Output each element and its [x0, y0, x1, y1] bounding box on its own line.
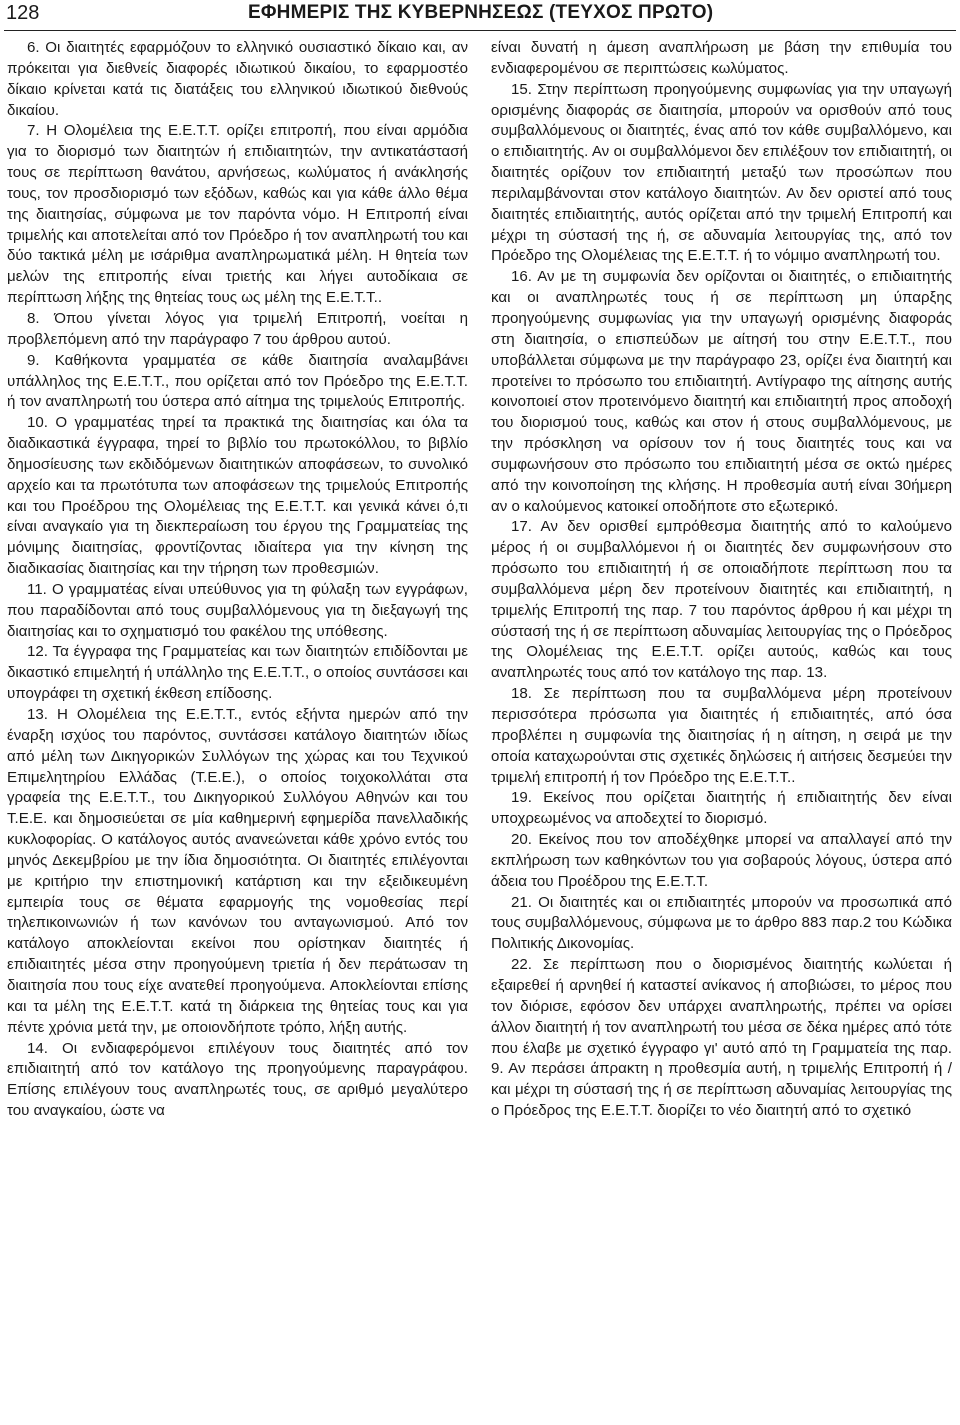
paragraph: 20. Εκείνος που τον αποδέχθηκε μπορεί να απαλλαγεί από την εκπλήρωση των καθηκόντων του για σοβαρούς λόγους, ύστερα από άδεια του Προέδρου της Ε.Ε.Τ.Τ. [491, 831, 952, 890]
paragraph: 11. Ο γραμματέας είναι υπεύθυνος για τη φύλαξη των εγγράφων, που παραδίδονται από τους συμβαλλόμενους για τη διεξαγωγή της διαιτησίας και το σχηματισμό του φακέλου της υπόθεσης. [7, 580, 468, 640]
paragraph: 6. Οι διαιτητές εφαρμόζουν το ελληνικό ουσιαστικό δίκαιο και, αν πρόκειται για διεθνείς διαφορές ιδιωτικού δικαίου, το εφαρμοστέο δίκαιο κρίνεται κατά τις διατάξεις του ελληνικού ιδιωτικού διεθνούς δικαίου. [7, 39, 468, 119]
paragraph: 12. Τα έγγραφα της Γραμματείας και των διαιτητών επιδίδονται με δικαστικό επιμελητή ή υπάλληλο της Ε.Ε.Τ.Τ., ο οποίος συντάσσει και υπογράφει τη σχετική έκθεση επίδοσης. [7, 643, 468, 703]
paragraph: 14. Οι ενδιαφερόμενοι επιλέγουν τους διαιτητές από τον επιδιαιτητή από τον κατάλογο της προηγούμενης παραγράφου. Επίσης επιλέγουν τους αναπληρωτές τους, σε αριθμό μεγαλύτερο του αναγκαίου, ώστε να [7, 1039, 468, 1120]
paragraph: 19. Εκείνος που ορίζεται διαιτητής ή επιδιαιτητής δεν είναι υποχρεωμένος να αποδεχτεί το διορισμό. [491, 789, 952, 828]
gazette-title: ΕΦΗΜΕΡΙΣ ΤΗΣ ΚΥΒΕΡΝΗΣΕΩΣ (ΤΕΥΧΟΣ ΠΡΩΤΟ) [248, 2, 714, 23]
paragraph: 21. Οι διαιτητές και οι επιδιαιτητές μπορούν να προσωπικά από τους συμβαλλόμενους, σύμφωνα με το άρθρο 883 παρ.2 του Κώδικα Πολιτικής Δικονομίας. [491, 893, 952, 953]
paragraph: 15. Στην περίπτωση προηγούμενης συμφωνίας για την υπαγωγή ορισμένης διαφοράς σε διαιτησία, μπορούν να ορισθούν από τους συμβαλλόμενους οι διαιτητές, ένας από τον κάθε συμβαλλόμενο, και ο επιδιαιτητής. Αν οι συμβαλλόμενοι δεν επιλέξουν τον επιδιαιτητή, οι διαιτητές ορίζουν τον επιδιαιτητή μεταξύ των προσώπων που περιλαμβάνονται στον κατάλογο διαιτητών. Αν δεν οριστεί από τους διαιτητές επιδιαιτητής, αυτός ορίζεται από την τριμελή Επιτροπή και μέχρι τη σύστασή της ή, σε αδυναμία λειτουργίας της, από τον Πρόεδρο της Ολομέλειας της Ε.Ε.Τ.Τ. ή το νόμιμο αναπληρωτή του. [491, 80, 952, 265]
page-header [0, 0, 960, 30]
right-column [491, 38, 952, 1423]
paragraph: 16. Αν με τη συμφωνία δεν ορίζονται οι διαιτητές, ο επιδιαιτητής και οι αναπληρωτές τους ή σε περίπτωση μη ύπαρξης προηγούμενης συμφωνίας για την υπαγωγή ορισμένης διαφοράς στη διαιτησία, ο επισπεύδων με αίτησή του στην Ε.Ε.Τ.Τ., που υποβάλλεται σύμφωνα με την παράγραφο 23, ορίζει ένα διαιτητή και προτείνει το πρόσωπο του επιδιαιτητή. Αντίγραφο της αίτησης αυτής κοινοποιεί στον προτεινόμενο διαιτητή και επιδιαιτητή προς αποδοχή του διορισμού τους, καθώς και στον ή στους συμβαλλόμενους, με την πρόσκληση να ορίσουν τον ή τους διαιτητές τους και να συμφωνήσουν στο πρόσωπο του επιδιαιτητή μέσα σε οκτώ ημέρες από την κοινοποίηση της κλήσης. Η προθεσμία αυτή είναι 30ήμερη αν ο καλούμενος κατοικεί οποδήποτε στο εξωτερικό. [491, 268, 952, 515]
paragraph: 17. Αν δεν ορισθεί εμπρόθεσμα διαιτητής από το καλούμενο μέρος ή οι συμβαλλόμενοι ή οι διαιτητές δεν συμφωνήσουν στο πρόσωπο του επιδιαιτητή ή σε οποιαδήποτε περίπτωση που τα συμβαλλόμενα μέρη δεν προτείνουν διαιτητές και επιδιαιτητή, η τριμελής Επιτροπή της παρ. 7 του παρόντος άρθρου ή και μέχρι τη σύστασή της ή σε περίπτωση αδυναμίας λειτουργίας της ο Πρόεδρος της Ολομέλειας της Ε.Ε.Τ.Τ. ορίζει αυτούς, καθώς και τους αναπληρωτές τους από τον κατάλογο της παρ. 13. [491, 518, 952, 682]
paragraph: 9. Καθήκοντα γραμματέα σε κάθε διαιτησία αναλαμβάνει υπάλληλος της Ε.Ε.Τ.Τ., που ορίζεται από τον Πρόεδρο της Ε.Ε.Τ.Τ. ή τον αναπληρωτή του ύστερα από αίτημα της τριμελούς Επιτροπής. [7, 351, 468, 411]
paragraph: 10. Ο γραμματέας τηρεί τα πρακτικά της διαιτησίας και όλα τα διαδικαστικά έγγραφα, τηρεί το βιβλίο του πρωτοκόλλου, το βιβλίο δημοσίευσης των εκδιδόμενων διαιτητικών αποφάσεων, το συνολικό αρχείο και τα πρωτότυπα των αποφάσεων της τριμελούς Επιτροπής και του Προέδρου της Ολομέλειας της Ε.Ε.Τ.Τ. και γενικά κάνει ό,τι είναι αναγκαίο για τη διεκπεραίωση του έργου της Γραμματείας της μόνιμης διαιτησίας, φροντίζοντας ιδιαίτερα για την κίνηση της διαδικασίας διαιτησίας και την τήρηση των προθεσμιών. [7, 414, 468, 578]
paragraph: 22. Σε περίπτωση που ο διορισμένος διαιτητής κωλύεται ή εξαιρεθεί ή αρνηθεί ή καταστεί ανίκανος ή αποβιώσει, το μέρος που τον διόρισε, εφόσον δεν υπάρχει αναπληρωτής, πρέπει να ορίσει άλλον διαιτητή ή τον αναπληρωτή του μέσα σε δέκα ημέρες από τότε που έλαβε με σχετικό έγγραφο γι' αυτό από τη Γραμματεία της παρ. 9. Αν περάσει άπρακτη η προθεσμία αυτή, η τριμελής Επιτροπή ή / και μέχρι τη σύστασή της ή σε περίπτωση αδυναμίας λειτουργίας της ο Πρόεδρος της Ε.Ε.Τ.Τ. διορίζει το νέο διαιτητή από το σχετικό [491, 956, 952, 1120]
left-column [7, 38, 468, 1423]
paragraph-continuation: είναι δυνατή η άμεση αναπλήρωση με βάση την επιθυμία του ενδιαφερομένου σε περιπτώσεις κωλύματος. [491, 39, 952, 77]
paragraph: 13. Η Ολομέλεια της Ε.Ε.Τ.Τ., εντός εξήντα ημερών από την έναρξη ισχύος του παρόντος, συντάσσει κατάλογο διαιτητών ιδίως από μέλη των Δικηγορικών Συλλόγων της χώρας και του Τεχνικού Επιμελητηρίου Ελλάδας (Τ.Ε.Ε.), ο οποίος τοιχοκολλάται στα γραφεία της Ε.Ε.Τ.Τ., του Δικηγορικού Συλλόγου Αθηνών και του Τ.Ε.Ε. και δημοσιεύεται σε μία καθημερινή εφημερίδα πανελλαδικής κυκλοφορίας. Ο κατάλογος αυτός ανανεώνεται κάθε χρόνο εντός του μηνός Δεκεμβρίου με την ίδια δημοσιότητα. Οι διαιτητές επιλέγονται με κριτήριο την επιστημονική κατάρτιση και την εξειδικευμένη εμπειρία τους σε θέματα εφαρμογής της νομοθεσίας περί τηλεπικοινωνιών ή των κανόνων του ανταγωνισμού. Από τον κατάλογο αποκλείονται εκείνοι που ορίστηκαν διαιτητές ή επιδιαιτητές μέσα στην προηγούμενη τριετία ή δεν περάτωσαν τη διαιτησία που τους είχε ανατεθεί προηγούμενα. Αποκλείονται επίσης και τα μέλη της Ε.Ε.Τ.Τ. κατά τη διάρκεια της θητείας τους και για πέντε χρόνια μετά την, με οποιονδήποτε τρόπο, λήξη αυτής. [7, 706, 468, 1036]
header-rule [4, 30, 956, 31]
paragraph: 7. Η Ολομέλεια της Ε.Ε.Τ.Τ. ορίζει επιτροπή, που είναι αρμόδια για το διορισμό των διαιτητών ή επιδιαιτητών, την αντικατάστασή τους σε περίπτωση θανάτου, αρνήσεως, κωλύματος ή ανάκλησής τους, τον προσδιορισμό των εξόδων, καθώς και για κάθε άλλο θέμα της διαιτησίας, σύμφωνα με τον παρόντα νόμο. Η Επιτροπή είναι τριμελής και αποτελείται από τον Πρόεδρο ή τον αναπληρωτή του και δύο τακτικά μέλη με ισάριθμα αναπληρωματικά μέλη. Η θητεία των μελών της επιτροπής είναι τριετής και λήγει αυτοδίκαια σε περίπτωση λήξης της θητείας τους ως μέλη της Ε.Ε.Τ.Τ.. [7, 122, 468, 307]
paragraph: 8. Όπου γίνεται λόγος για τριμελή Επιτροπή, νοείται η προβλεπόμενη από την παράγραφο 7 του άρθρου αυτού. [7, 309, 468, 348]
page-number: 128 [6, 2, 40, 24]
paragraph: 18. Σε περίπτωση που τα συμβαλλόμενα μέρη προτείνουν περισσότερα πρόσωπα για διαιτητές ή επιδιαιτητές, από όσα προβλέπει η συμφωνία της διαιτησίας ή η αίτηση, η σειρά με την οποία καταχωρούνται στις σχετικές δηλώσεις ή αιτήσεις δεσμεύει την τριμελή επιτροπή ή τον Πρόεδρο της Ε.Ε.Τ.Τ.. [491, 685, 952, 786]
